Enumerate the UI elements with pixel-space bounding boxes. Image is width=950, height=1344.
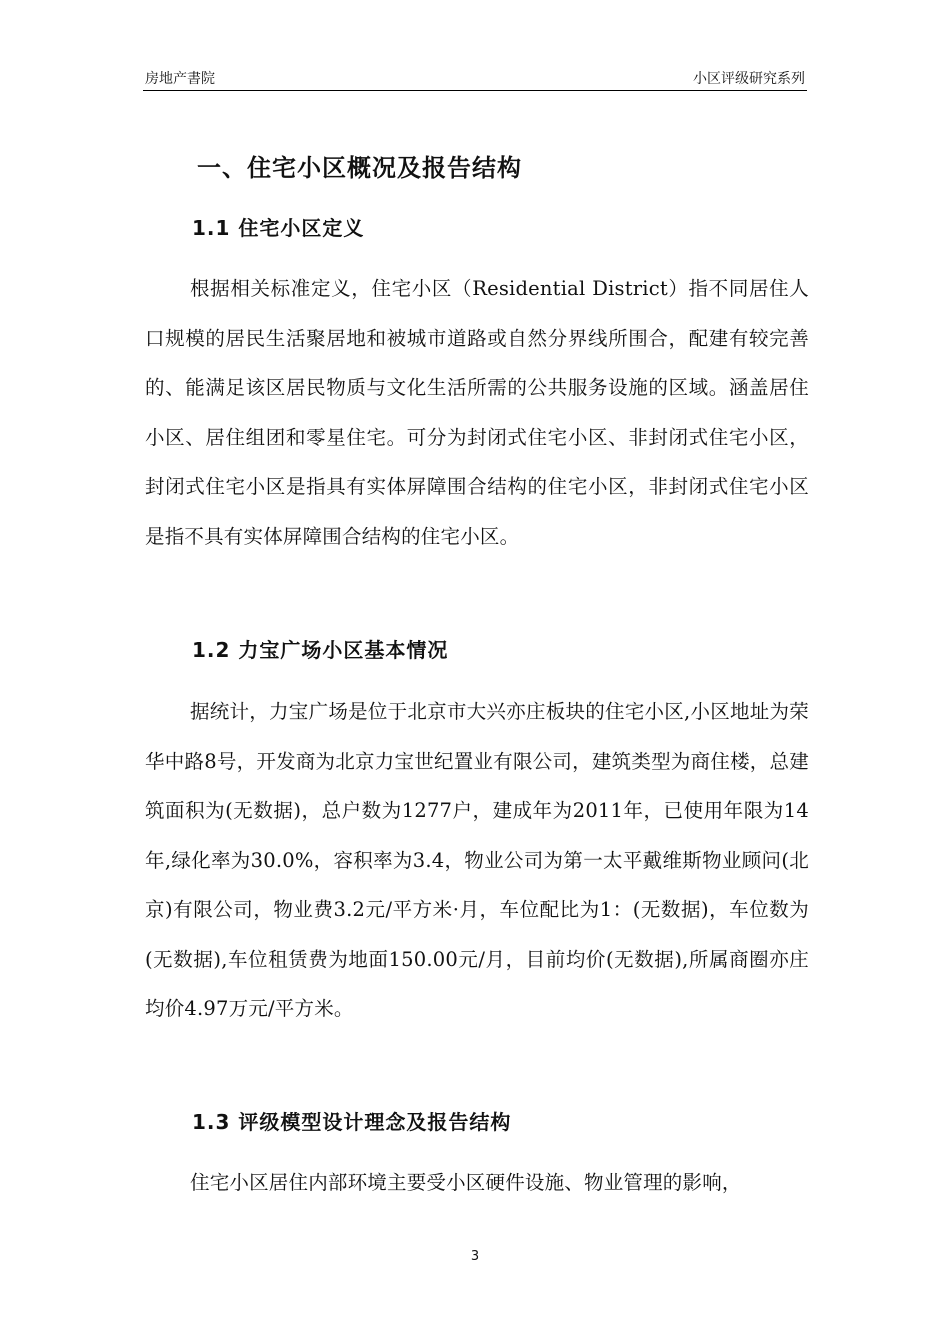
header-publisher: 房地产書院 [145,71,215,87]
page-header [143,66,807,91]
section-heading-1-2: 1.2 力宝广场小区基本情况 [192,638,449,662]
chapter-heading: 一、住宅小区概况及报告结构 [197,154,522,182]
page-number: 3 [470,1249,480,1264]
section-1-2-paragraph: 据统计，力宝广场是位于北京市大兴亦庄板块的住宅小区,小区地址为荣华中路8号，开发商为北京力宝世纪置业有限公司，建筑类型为商住楼，总建筑面积为(无数据)，总户数为1277户，建成年为2011年，已使用年限为14年,绿化率为30.0%，容积率为3.4，物业公司为第一太平戴维斯物业顾问(北京)有限公司，物业费3.2元/平方米·月，车位配比为1：(无数据)，车位数为(无数据),车位租赁费为地面150.00元/月，目前均价(无数据),所属商圈亦庄均价4.97万元/平方米。 [145,700,809,1020]
section-1-3-paragraph: 住宅小区居住内部环境主要受小区硬件设施、物业管理的影响， [190,1171,742,1194]
section-heading-1-1: 1.1 住宅小区定义 [192,216,365,240]
section-1-1-paragraph: 根据相关标准定义，住宅小区（Residential District）指不同居住人口规模的居民生活聚居地和被城市道路或自然分界线所围合，配建有较完善的、能满足该区居民物质与文化生活所需的公共服务设施的区域。涵盖居住小区、居住组团和零星住宅。可分为封闭式住宅小区、非封闭式住宅小区，封闭式住宅小区是指具有实体屏障围合结构的住宅小区，非封闭式住宅小区是指不具有实体屏障围合结构的住宅小区。 [145,277,809,548]
header-series-title: 小区评级研究系列 [693,71,805,87]
section-heading-1-3: 1.3 评级模型设计理念及报告结构 [192,1110,512,1134]
